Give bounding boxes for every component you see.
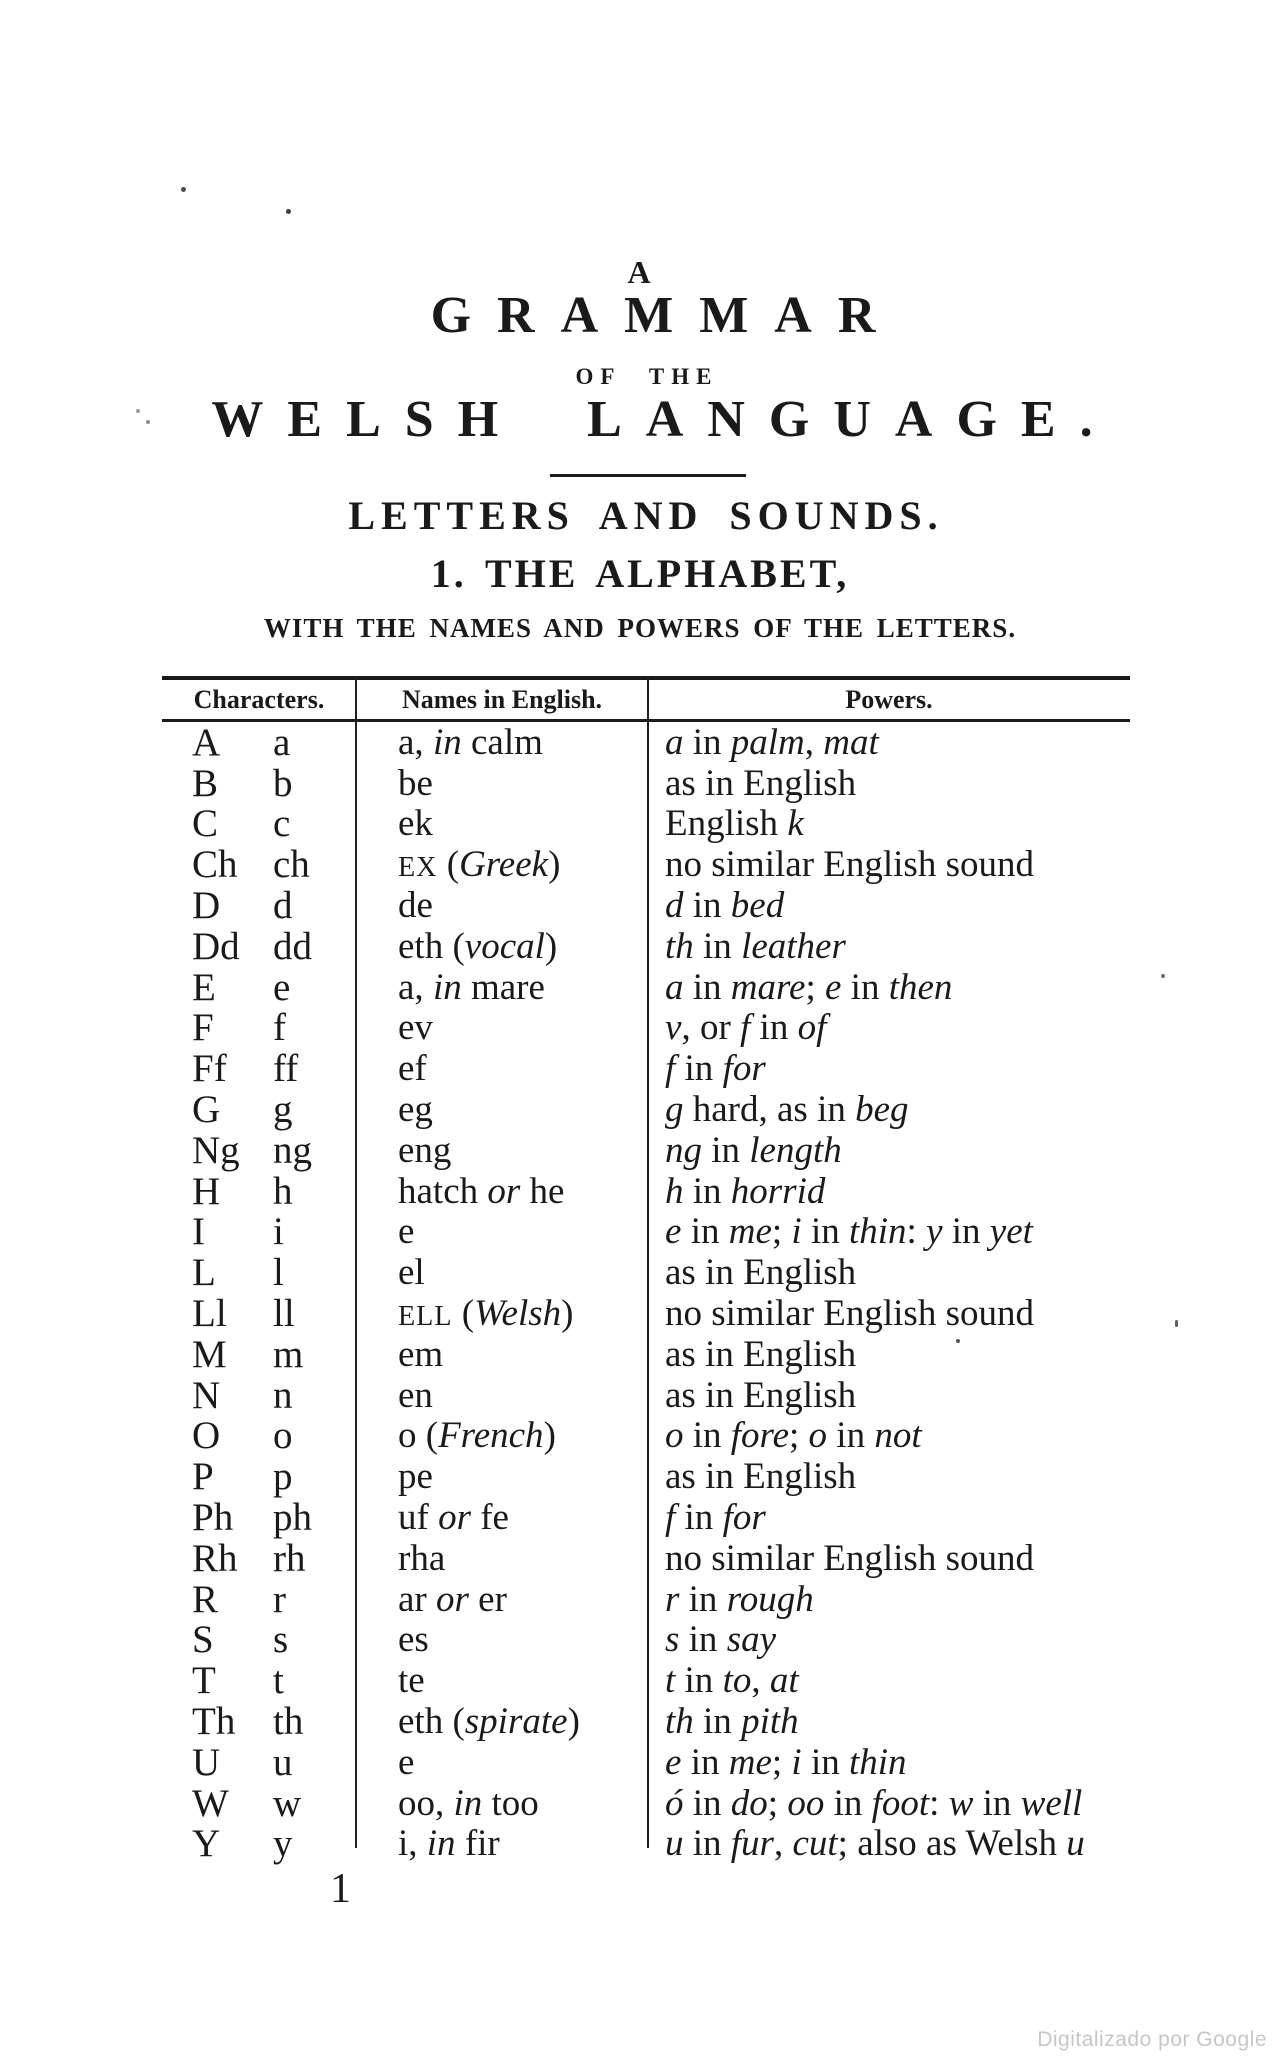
char-uppercase: I: [192, 1210, 205, 1254]
char-uppercase: O: [192, 1414, 221, 1458]
char-lowercase: f: [273, 1006, 286, 1050]
char-uppercase: T: [192, 1659, 216, 1703]
name-cell: be: [398, 762, 433, 804]
table-row: [162, 1293, 1130, 1334]
char-lowercase: r: [273, 1577, 286, 1621]
title-article: A: [627, 254, 653, 290]
power-cell: ó in do; oo in foot: w in well: [665, 1782, 1083, 1824]
character-cell: [162, 761, 356, 805]
name-cell: es: [398, 1619, 429, 1661]
character-cell: [162, 1006, 356, 1050]
char-lowercase: ng: [273, 1128, 312, 1172]
name-cell: hatch or he: [398, 1170, 565, 1212]
table-row: [162, 1456, 1130, 1497]
table-row: [162, 885, 1130, 926]
character-cell: [162, 1618, 356, 1662]
scan-speckle: [286, 209, 291, 214]
table-row: [162, 1660, 1130, 1701]
character-cell: [162, 1740, 356, 1784]
char-lowercase: ll: [273, 1292, 295, 1336]
table-row: [162, 1742, 1130, 1783]
char-uppercase: Dd: [192, 924, 240, 968]
table-header-row: [162, 680, 1130, 722]
character-cell: [162, 1251, 356, 1295]
char-lowercase: s: [273, 1618, 289, 1662]
character-cell: [162, 1047, 356, 1091]
power-cell: th in pith: [665, 1701, 799, 1743]
name-cell: a, in mare: [398, 966, 545, 1008]
char-lowercase: m: [273, 1332, 304, 1376]
column-header-powers: Powers.: [648, 680, 1130, 722]
power-cell: as in English: [665, 1374, 857, 1416]
table-row: [162, 1048, 1130, 1089]
char-lowercase: y: [273, 1822, 293, 1866]
alphabet-table: [162, 676, 1130, 1864]
char-uppercase: Ng: [192, 1128, 240, 1172]
char-lowercase: b: [273, 761, 293, 805]
table-row: [162, 1212, 1130, 1253]
char-lowercase: w: [273, 1781, 302, 1825]
name-cell: o (French): [398, 1415, 556, 1457]
char-uppercase: Y: [192, 1822, 221, 1866]
char-lowercase: n: [273, 1373, 293, 1417]
power-cell: as in English: [665, 1252, 857, 1294]
table-row: [162, 804, 1130, 845]
table-row: [162, 1783, 1130, 1824]
name-cell: oo, in too: [398, 1782, 539, 1824]
table-row: [162, 1824, 1130, 1865]
table-body: [162, 722, 1130, 1864]
char-lowercase: rh: [273, 1536, 306, 1580]
char-uppercase: R: [192, 1577, 219, 1621]
name-cell: ef: [398, 1048, 427, 1090]
char-uppercase: Th: [192, 1700, 236, 1744]
char-lowercase: t: [273, 1659, 284, 1703]
table-row: [162, 1701, 1130, 1742]
power-cell: a in palm, mat: [665, 721, 879, 763]
name-cell: e: [398, 1741, 415, 1783]
char-uppercase: Ll: [192, 1292, 227, 1336]
character-cell: [162, 1414, 356, 1458]
character-cell: [162, 1536, 356, 1580]
table-row: [162, 926, 1130, 967]
column-divider: [355, 676, 357, 1848]
power-cell: as in English: [665, 1333, 857, 1375]
name-cell: te: [398, 1660, 425, 1702]
name-cell: uf or fe: [398, 1497, 509, 1539]
name-cell: pe: [398, 1456, 433, 1498]
char-uppercase: Ph: [192, 1496, 234, 1540]
char-uppercase: L: [192, 1251, 216, 1295]
power-cell: f in for: [665, 1497, 766, 1539]
char-lowercase: l: [273, 1251, 284, 1295]
table-row: [162, 1620, 1130, 1661]
char-lowercase: ph: [273, 1496, 312, 1540]
table-row: [162, 1416, 1130, 1457]
char-lowercase: g: [273, 1088, 293, 1132]
book-subtitle: WELSH LANGUAGE.: [211, 391, 1117, 448]
google-watermark: Digitalizado por Google: [1037, 2028, 1267, 2051]
char-lowercase: ff: [273, 1047, 299, 1091]
char-uppercase: G: [192, 1088, 221, 1132]
name-cell: EX (Greek): [398, 844, 561, 886]
table-row: [162, 1334, 1130, 1375]
power-cell: d in bed: [665, 885, 785, 927]
name-cell: ek: [398, 803, 433, 845]
table-row: [162, 722, 1130, 763]
power-cell: as in English: [665, 762, 857, 804]
character-cell: [162, 843, 356, 887]
power-cell: th in leather: [665, 925, 846, 967]
char-lowercase: c: [273, 802, 291, 846]
title-of-the: OF THE: [575, 364, 719, 389]
char-uppercase: H: [192, 1169, 221, 1213]
column-header-characters: Characters.: [162, 680, 356, 722]
table-row: [162, 1579, 1130, 1620]
character-cell: [162, 1210, 356, 1254]
char-uppercase: A: [192, 720, 221, 764]
char-uppercase: M: [192, 1332, 227, 1376]
name-cell: ar or er: [398, 1578, 507, 1620]
char-uppercase: Ch: [192, 843, 238, 887]
char-uppercase: U: [192, 1740, 221, 1784]
name-cell: eth (spirate): [398, 1701, 580, 1743]
char-uppercase: F: [192, 1006, 214, 1050]
char-uppercase: P: [192, 1455, 214, 1499]
character-cell: [162, 1169, 356, 1213]
power-cell: f in for: [665, 1048, 766, 1090]
char-lowercase: i: [273, 1210, 284, 1254]
char-uppercase: Ff: [192, 1047, 227, 1091]
char-lowercase: e: [273, 965, 291, 1009]
character-cell: [162, 1700, 356, 1744]
name-cell: en: [398, 1374, 433, 1416]
table-row: [162, 1008, 1130, 1049]
power-cell: e in me; i in thin: y in yet: [665, 1211, 1033, 1253]
section-heading: LETTERS AND SOUNDS.: [348, 493, 944, 538]
char-uppercase: E: [192, 965, 216, 1009]
char-uppercase: C: [192, 802, 219, 846]
char-uppercase: Rh: [192, 1536, 238, 1580]
power-cell: no similar English sound: [665, 1537, 1034, 1579]
char-lowercase: dd: [273, 924, 312, 968]
character-cell: [162, 1088, 356, 1132]
char-uppercase: D: [192, 884, 221, 928]
name-cell: ELL (Welsh): [398, 1293, 574, 1335]
character-cell: [162, 1292, 356, 1336]
char-lowercase: th: [273, 1700, 304, 1744]
power-cell: a in mare; e in then: [665, 966, 953, 1008]
power-cell: s in say: [665, 1619, 777, 1661]
power-cell: r in rough: [665, 1578, 814, 1620]
char-uppercase: W: [192, 1781, 229, 1825]
character-cell: [162, 1577, 356, 1621]
table-row: [162, 1089, 1130, 1130]
char-uppercase: S: [192, 1618, 214, 1662]
character-cell: [162, 720, 356, 764]
char-lowercase: p: [273, 1455, 293, 1499]
scan-speckle: [1161, 974, 1165, 978]
name-cell: eth (vocal): [398, 925, 558, 967]
char-lowercase: d: [273, 884, 293, 928]
char-lowercase: ch: [273, 843, 310, 887]
character-cell: [162, 924, 356, 968]
power-cell: o in fore; o in not: [665, 1415, 922, 1457]
subsection-heading: 1. THE ALPHABET,: [430, 551, 850, 596]
power-cell: no similar English sound: [665, 844, 1034, 886]
subsection-note: WITH THE NAMES AND POWERS OF THE LETTERS.: [263, 613, 1017, 643]
table-row: [162, 844, 1130, 885]
book-title: GRAMMAR: [430, 287, 902, 344]
character-cell: [162, 1659, 356, 1703]
character-cell: [162, 1496, 356, 1540]
char-lowercase: o: [273, 1414, 293, 1458]
name-cell: eg: [398, 1089, 433, 1131]
table-row: [162, 1252, 1130, 1293]
name-cell: i, in fir: [398, 1823, 500, 1865]
table-row: [162, 1171, 1130, 1212]
power-cell: v, or f in of: [665, 1007, 827, 1049]
table-row: [162, 763, 1130, 804]
character-cell: [162, 965, 356, 1009]
name-cell: ev: [398, 1007, 433, 1049]
character-cell: [162, 802, 356, 846]
title-divider-rule: [550, 474, 746, 477]
character-cell: [162, 1781, 356, 1825]
power-cell: h in horrid: [665, 1170, 826, 1212]
name-cell: em: [398, 1333, 444, 1375]
character-cell: [162, 1822, 356, 1866]
character-cell: [162, 1373, 356, 1417]
column-divider: [647, 676, 649, 1848]
character-cell: [162, 1332, 356, 1376]
char-uppercase: N: [192, 1373, 221, 1417]
char-lowercase: u: [273, 1740, 293, 1784]
power-cell: g hard, as in beg: [665, 1089, 909, 1131]
char-uppercase: B: [192, 761, 219, 805]
scan-speckle: [1175, 1320, 1178, 1327]
name-cell: de: [398, 885, 433, 927]
name-cell: a, in calm: [398, 721, 543, 763]
char-lowercase: a: [273, 720, 291, 764]
page-number: 1: [330, 1866, 351, 1912]
character-cell: [162, 1455, 356, 1499]
power-cell: t in to, at: [665, 1660, 799, 1702]
name-cell: eng: [398, 1129, 452, 1171]
name-cell: e: [398, 1211, 415, 1253]
table-row: [162, 1497, 1130, 1538]
table-row: [162, 1375, 1130, 1416]
table-row: [162, 967, 1130, 1008]
power-cell: English k: [665, 803, 804, 845]
char-lowercase: h: [273, 1169, 293, 1213]
power-cell: no similar English sound: [665, 1293, 1034, 1335]
power-cell: u in fur, cut; also as Welsh u: [665, 1823, 1085, 1865]
character-cell: [162, 884, 356, 928]
table-row: [162, 1130, 1130, 1171]
scan-speckle: [181, 187, 186, 192]
power-cell: ng in length: [665, 1129, 842, 1171]
name-cell: el: [398, 1252, 425, 1294]
table-row: [162, 1538, 1130, 1579]
power-cell: e in me; i in thin: [665, 1741, 907, 1783]
power-cell: as in English: [665, 1456, 857, 1498]
character-cell: [162, 1128, 356, 1172]
column-header-names: Names in English.: [356, 680, 648, 722]
name-cell: rha: [398, 1537, 446, 1579]
